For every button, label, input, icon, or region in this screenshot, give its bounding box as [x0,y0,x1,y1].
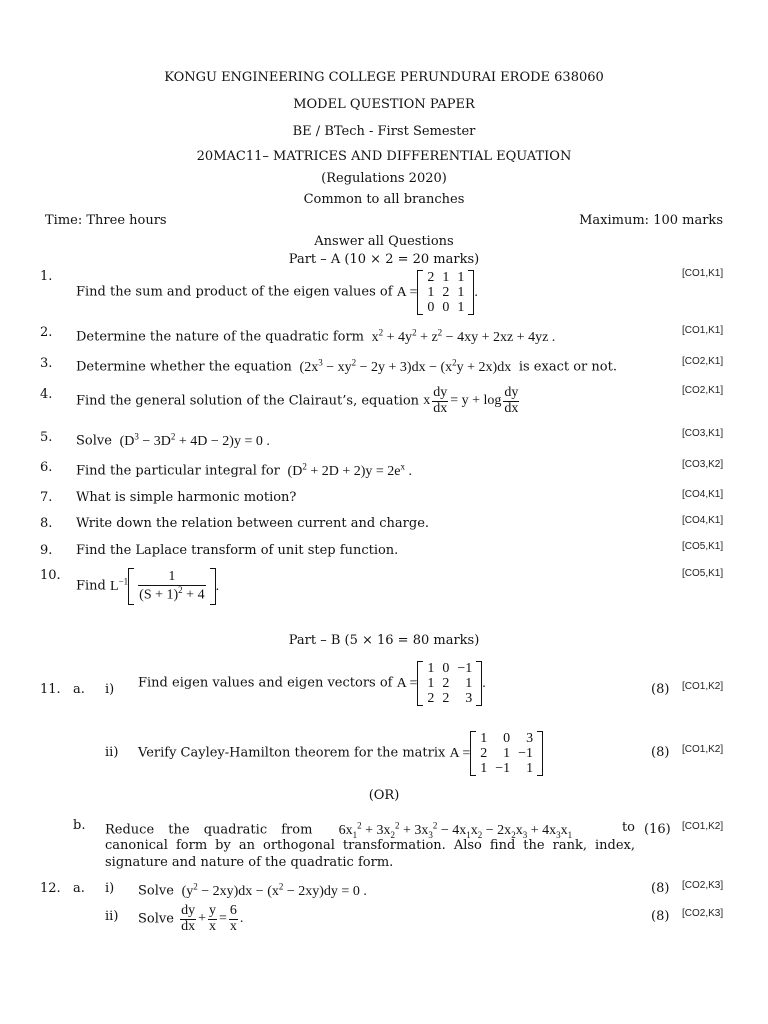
q11-b-line2 [105,838,635,853]
q2-number: 2. [40,325,53,340]
q7-number: 7. [40,490,53,505]
q11-aii-matrix-row [476,746,537,761]
q11-aii-matrix-cell: 0 [503,731,511,746]
q1-matrix-cell: 1 [457,285,465,300]
q11-aii-matrix-row [476,761,537,776]
q5-co-tag: [CO3,K1] [682,428,724,439]
q11-aii-matrix-cell: −1 [495,761,511,776]
q12-ai-formula: $(y^2 - 2xy)dx - (x^2 - 2xy)dy = 0$ . [178,881,367,899]
q3-text-after: is exact or not. [518,359,617,375]
q11-ai-matrix-cell: 1 [465,676,473,691]
q3-number: 3. [40,356,53,371]
q4-content [76,386,521,416]
q11-ai-matrix-expr: A = 1 0 −1 1 2 1 2 2 3 . [396,661,486,706]
q11-aii-matrix [470,731,543,776]
q11-aii-marks: (8) [651,745,670,760]
q11-ai-matrix-cell: 1 [427,661,435,676]
q4-number: 4. [40,387,53,402]
q1-co-tag: [CO1,K1] [682,268,724,279]
q11-aii-matrix-row [476,731,537,746]
q10-text: Find [76,578,106,594]
q1-matrix-cell: 2 [442,285,450,300]
q11-b-text2: canonical form by an orthogonal transformation. Also find the rank, index, [105,838,635,853]
time-label: Time: Three hours [45,213,167,228]
q11-aii-matrix-cell: 1 [480,761,488,776]
q5-content [76,431,270,450]
q3-co-tag: [CO2,K1] [682,356,724,367]
q11-b-label: b. [73,818,86,833]
q11-aii-label: ii) [105,745,119,760]
q11-b-line1 [105,820,635,839]
q11-ai-matrix-cell: 1 [427,676,435,691]
q2-text: Determine the nature of the quadratic form [76,329,365,345]
max-marks-label: Maximum: 100 marks [579,213,723,228]
q9-co-tag: [CO5,K1] [682,541,724,552]
q8-co-tag: [CO4,K1] [682,515,724,526]
q7-text: What is simple harmonic motion? [76,490,297,505]
q12-ai-label: i) [105,881,115,896]
q2-formula: $x^2 + 4y^2 + z^2 - 4xy + 2xz + 4yz$ . [368,327,556,345]
q12-ai-text: Solve [138,883,174,899]
q1-matrix-cell: 1 [427,285,435,300]
q12-aii-label: ii) [105,909,119,924]
q11-aii-matrix-cell: 1 [503,746,511,761]
q1-number: 1. [40,269,53,284]
q1-matrix-expr: A = 2 1 1 1 2 1 0 0 1 . [396,270,478,315]
q11-aii-matrix-cell: 1 [480,731,488,746]
q6-co-tag: [CO3,K2] [682,459,724,470]
q10-formula: $L^{-1}$ $\frac{1}{(S + 1)^2 + 4}$ . [110,579,219,594]
q1-matrix-row [423,270,468,285]
q8-number: 8. [40,516,53,531]
q12-a-label: a. [73,881,85,896]
q1-matrix-cell: 1 [457,300,465,315]
q1-matrix-row [423,300,468,315]
q3-formula: $(2x^3 - xy^2 - 2y + 3)dx - (x^2y + 2x)dx$ [296,357,515,375]
q11-ai-label: i) [105,682,115,697]
q11-ai-matrix-cell: 2 [442,691,450,706]
q11-ai-co-tag: [CO1,K2] [682,681,724,692]
q9-number: 9. [40,543,53,558]
q12-aii-content [138,904,243,934]
program-line: BE / BTech - First Semester [292,124,476,139]
q11-aii-matrix-cell: −1 [518,746,534,761]
q11-b-formula: $6x_1^2 + 3x_2^2 + 3x_3^2 - 4x_1x_2 - 2x_2x_3 + 4x_3x_1$ [338,820,573,840]
q11-ai-matrix-row [423,676,476,691]
paper-type: MODEL QUESTION PAPER [293,97,475,112]
q11-b-text1: Reduce the quadratic from [105,822,313,838]
q11-ai-matrix [417,661,482,706]
part-a-heading: Part – A (10 × 2 = 20 marks) [288,252,480,267]
q12-number: 12. [40,881,61,896]
instruction: Answer all Questions [314,234,454,249]
q4-formula: x $\frac{dy}{dx}$ = y + log $\frac{dy}{dx}$ [423,385,519,416]
q11-b-text1-end: to [621,820,635,835]
q5-formula: $(D^3 - 3D^2 + 4D - 2)y = 0$ . [116,431,270,449]
q11-ai-matrix-cell: 0 [442,661,450,676]
q11-ai-matrix-cell: 3 [465,691,473,706]
q11-number: 11. [40,682,61,697]
q1-matrix-cell: 1 [442,270,450,285]
q1-matrix-cell: 0 [442,300,450,315]
q11-aii-text: Verify Cayley-Hamilton theorem for the matrix [138,745,446,761]
q2-co-tag: [CO1,K1] [682,325,724,336]
q11-ai-content [138,661,486,706]
q12-aii-text: Solve [138,911,174,927]
q11-b-co-tag: [CO1,K2] [682,821,724,832]
q10-co-tag: [CO5,K1] [682,568,724,579]
q6-content [76,461,412,480]
q11-b-text3: signature and nature of the quadratic form. [105,855,394,870]
q11-aii-content [138,731,543,776]
q11-ai-matrix-cell: 2 [427,691,435,706]
q4-text: Find the general solution of the Clairaut’s, equation [76,393,420,409]
q4-co-tag: [CO2,K1] [682,385,724,396]
q1-matrix [417,270,474,315]
q11-ai-matrix-cell: −1 [457,661,473,676]
q11-aii-co-tag: [CO1,K2] [682,744,724,755]
q8-text: Write down the relation between current and charge. [76,516,430,531]
q7-co-tag: [CO4,K1] [682,489,724,500]
q6-text: Find the particular integral for [76,463,280,479]
q11-aii-matrix-cell: 1 [526,761,534,776]
q11-ai-matrix-row [423,661,476,676]
q5-number: 5. [40,430,53,445]
q11-aii-matrix-expr: A = 1 0 3 2 1 −1 1 −1 1 [450,746,544,761]
q12-aii-co-tag: [CO2,K3] [682,908,724,919]
q1-content [76,270,478,315]
q1-matrix-cell: 2 [427,270,435,285]
q11-b-marks: (16) [644,822,671,837]
q11-ai-matrix-cell: 2 [442,676,450,691]
college-title: KONGU ENGINEERING COLLEGE PERUNDURAI ERODE 638060 [164,70,604,85]
or-separator: (OR) [368,788,400,803]
q12-ai-co-tag: [CO2,K3] [682,880,724,891]
q11-a-label: a. [73,682,85,697]
course-title: 20MAC11– MATRICES AND DIFFERENTIAL EQUATION [196,149,572,164]
q10-number: 10. [40,568,61,583]
q1-matrix-cell: 1 [457,270,465,285]
q11-aii-matrix-cell: 3 [526,731,534,746]
q11-aii-matrix-cell: 2 [480,746,488,761]
q10-content [76,568,219,605]
q2-content [76,327,555,346]
part-b-heading: Part – B (5 × 16 = 80 marks) [288,633,480,648]
q12-aii-marks: (8) [651,909,670,924]
q12-ai-content [138,881,367,900]
q6-formula: $(D^2 + 2D + 2)y = 2e^x$ . [284,461,412,479]
q1-text: Find the sum and product of the eigen values of [76,284,393,300]
q3-content [76,357,617,376]
q5-text: Solve [76,433,112,449]
q11-ai-text: Find eigen values and eigen vectors of [138,675,393,691]
q1-matrix-row [423,285,468,300]
q11-ai-matrix-row [423,691,476,706]
q3-text: Determine whether the equation [76,359,292,375]
q1-matrix-cell: 0 [427,300,435,315]
regulations: (Regulations 2020) [321,171,447,186]
q6-number: 6. [40,460,53,475]
common-branches: Common to all branches [303,192,465,207]
q12-aii-formula: $\frac{dy}{dx}$ + $\frac{y}{x}$ = $\frac{6}{x}$ . [181,903,244,934]
q12-ai-marks: (8) [651,881,670,896]
q11-ai-marks: (8) [651,682,670,697]
q9-text: Find the Laplace transform of unit step function. [76,543,399,558]
